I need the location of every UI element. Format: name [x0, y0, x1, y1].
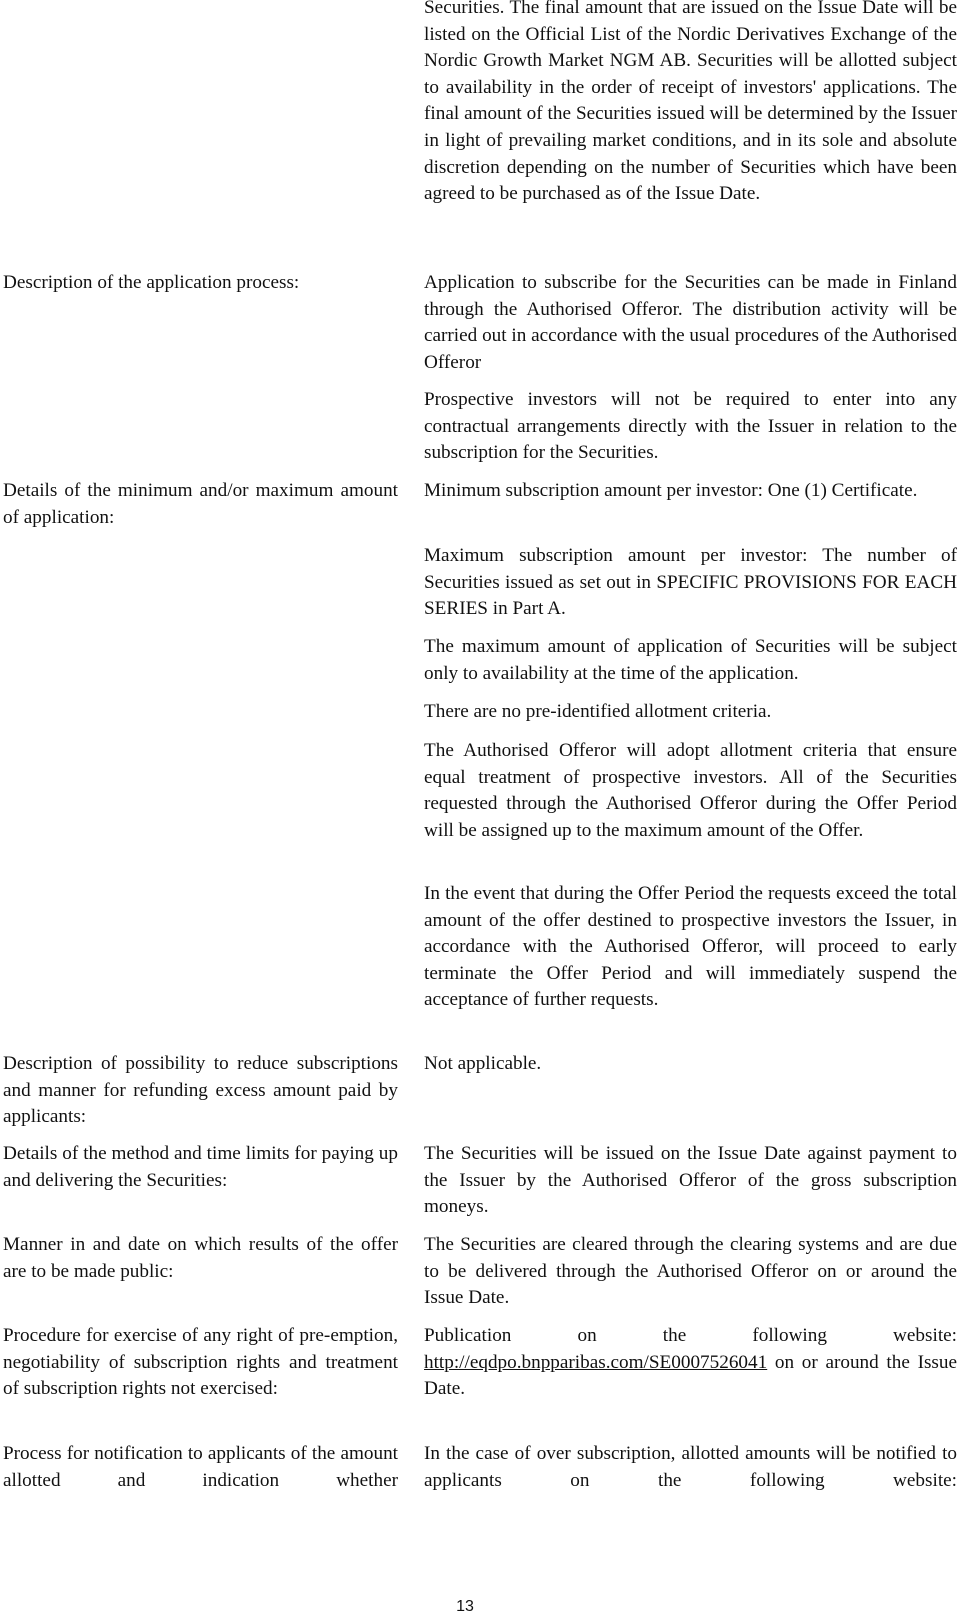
clearing-systems-text: The Securities are cleared through the clearing systems and are due to be delivered through the Authorised Offeror on or around the Issue Date.	[424, 1234, 957, 1309]
maximum-application-availability-text: The maximum amount of application of Securities will be subject only to availability at the time of the application.	[424, 636, 957, 684]
offer-amount-continuation: Securities. The final amount that are issued on the Issue Date will be listed on the Official List of the Nordic Derivatives Exchange of the Nordic Growth Market NGM AB. Securities will be allotted subject to availability in the order of receipt of investors' applications. The final amount of the Securities issued will be determined by the Issuer in light of prevailing market conditions, and in its sole and absolute discretion depending on the number of Securities which have been agreed to be purchased as of the Issue Date.	[424, 0, 957, 205]
reduce-subscriptions-value: Not applicable.	[424, 1053, 542, 1074]
no-contractual-arrangements-text: Prospective investors will not be required to enter into any contractual arrangements directly with the Issuer in relation to the subscription for the Securities.	[424, 389, 957, 464]
publication-after-link: on or around the Issue Date.	[424, 1351, 957, 1400]
allotment-criteria-text: There are no pre-identified allotment criteria.	[424, 701, 772, 722]
label-reduce-subscriptions: Description of possibility to reduce subscriptions and manner for refunding excess amount paid by applicants:	[3, 1053, 398, 1128]
equal-treatment-text: The Authorised Offeror will adopt allotment criteria that ensure equal treatment of prospective investors. All of the Securities requested through the Authorised Offeror during the Offer Period will be assigned up to the maximum amount of the Offer.	[424, 740, 957, 841]
label-application-process: Description of the application process:	[3, 272, 300, 293]
application-process-text: Application to subscribe for the Securities can be made in Finland through the Authorised Offeror. The distribution activity will be carried out in accordance with the usual procedures of the Authorised Offeror	[424, 272, 957, 373]
early-termination-text: In the event that during the Offer Period the requests exceed the total amount of the offer destined to prospective investors the Issuer, in accordance with the Authorised Offeror, will proceed to early terminate the Offer Period and will immediately suspend the acceptance of further requests.	[424, 883, 957, 1011]
page-number: 13	[456, 1598, 474, 1615]
over-subscription-text: In the case of over subscription, allotted amounts will be notified to applicants on the following website:	[424, 1443, 957, 1491]
minimum-subscription-text: Minimum subscription amount per investor: One (1) Certificate.	[424, 480, 918, 501]
publication-text	[424, 1323, 957, 1403]
label-pre-emption: Procedure for exercise of any right of pre-emption, negotiability of subscription rights and treatment of subscription rights not exercised:	[3, 1325, 398, 1400]
label-notification-process: Process for notification to applicants of the amount allotted and indication whether	[3, 1443, 398, 1491]
label-min-max-application: Details of the minimum and/or maximum amount of application:	[3, 480, 398, 528]
publication-first-line: Publication on the following website:	[424, 1325, 957, 1346]
publication-second-line	[424, 1350, 957, 1403]
label-results-public: Manner in and date on which results of the offer are to be made public:	[3, 1234, 398, 1282]
paying-delivering-text: The Securities will be issued on the Issue Date against payment to the Issuer by the Authorised Offeror of the gross subscription moneys.	[424, 1143, 957, 1218]
maximum-subscription-text: Maximum subscription amount per investor: The number of Securities issued as set out in SPECIFIC PROVISIONS FOR EACH SERIES in Part A.	[424, 545, 957, 620]
results-website-link[interactable]: http://eqdpo.bnpparibas.com/SE0007526041	[424, 1351, 768, 1373]
label-paying-delivering: Details of the method and time limits for paying up and delivering the Securities:	[3, 1143, 398, 1191]
